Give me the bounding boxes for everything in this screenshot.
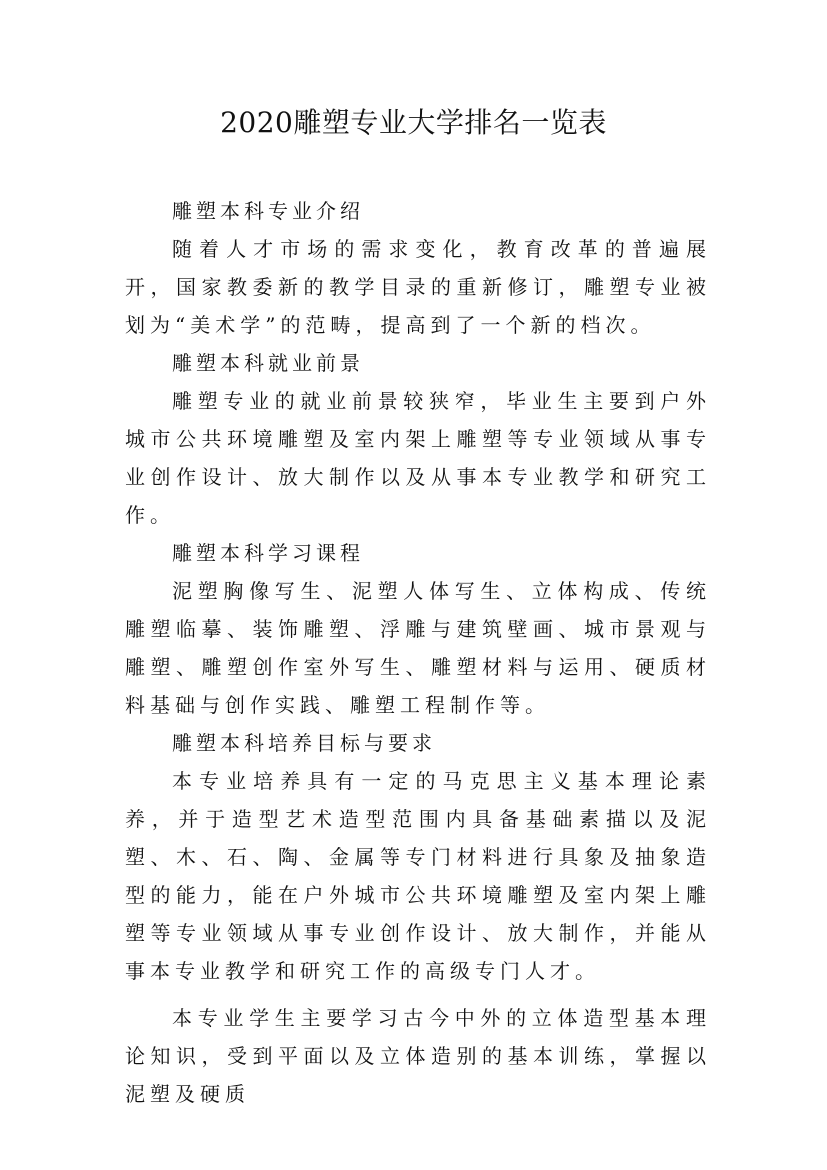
document-body xyxy=(125,192,711,1113)
paragraph-employment: 雕塑专业的就业前景较狭窄，毕业生主要到户外城市公共环境雕塑及室内架上雕塑等专业领域从事专业创作设计、放大制作以及从事本专业教学和研究工作。 xyxy=(125,389,711,527)
paragraph-courses: 泥塑胸像写生、泥塑人体写生、立体构成、传统雕塑临摹、装饰雕塑、浮雕与建筑壁画、城市景观与雕塑、雕塑创作室外写生、雕塑材料与运用、硬质材料基础与创作实践、雕塑工程制作等。 xyxy=(125,579,711,717)
section-heading-intro: 雕塑本科专业介绍 xyxy=(172,199,364,223)
paragraph-study: 本专业学生主要学习古今中外的立体造型基本理论知识，受到平面以及立体造别的基本训练，掌握以泥塑及硬质 xyxy=(125,1006,711,1106)
section-heading-goals: 雕塑本科培养目标与要求 xyxy=(172,731,436,755)
section-heading-courses: 雕塑本科学习课程 xyxy=(172,541,364,565)
document-title: 2020雕塑专业大学排名一览表 xyxy=(220,106,607,139)
section-heading-employment: 雕塑本科就业前景 xyxy=(172,351,364,375)
paragraph-intro: 随着人才市场的需求变化，教育改革的普遍展开，国家教委新的教学目录的重新修订，雕塑专业被划为“美术学”的范畴，提高到了一个新的档次。 xyxy=(125,237,711,337)
paragraph-goals: 本专业培养具有一定的马克思主义基本理论素养，并于造型艺术造型范围内具备基础素描以及泥塑、木、石、陶、金属等专门材料进行具象及抽象造型的能力，能在户外城市公共环境雕塑及室内架上雕塑等专业领域从事专业创作设计、放大制作，并能从事本专业教学和研究工作的高级专门人才。 xyxy=(125,769,711,983)
